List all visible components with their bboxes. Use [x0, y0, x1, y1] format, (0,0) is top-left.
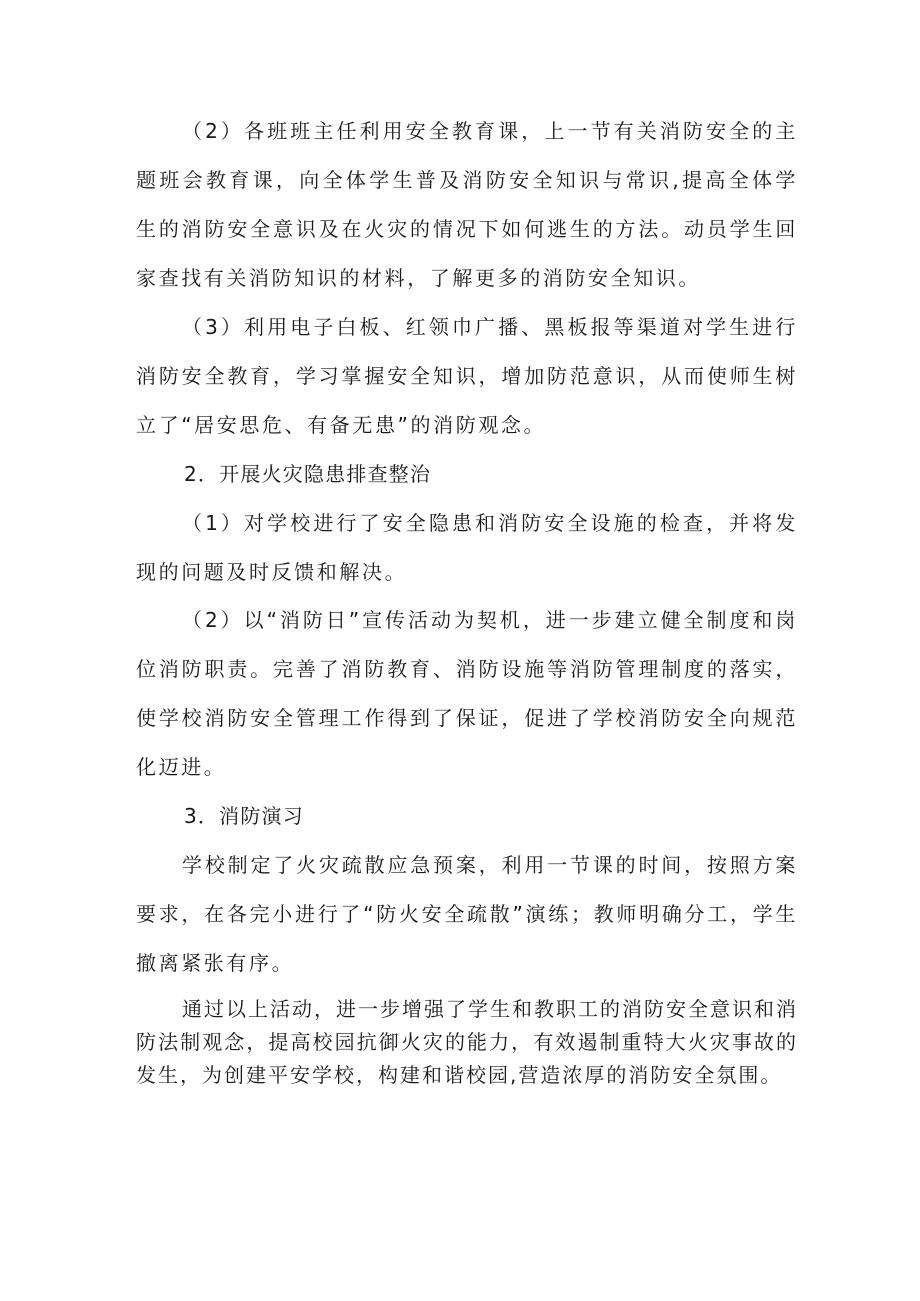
section-heading-fire-drill: 3．消防演习: [184, 804, 304, 828]
paragraph-conclusion: 通过以上活动，进一步增强了学生和教职工的消防安全意识和消防法制观念，提高校园抗御火灾的能力，有效遏制重特大火灾事故的发生，为创建平安学校，构建和谐校园,营造浓厚的消防安全氛围。: [136, 997, 798, 1087]
paragraph-channels-education: （3）利用电子白板、红领巾广播、黑板报等渠道对学生进行消防安全教育，学习掌握安全知识，增加防范意识，从而使师生树立了“居安思危、有备无患”的消防观念。: [136, 315, 798, 437]
paragraph-fire-day-campaign: （2）以“消防日”宣传活动为契机，进一步建立健全制度和岗位消防职责。完善了消防教育、消防设施等消防管理制度的落实，使学校消防安全管理工作得到了保证，促进了学校消防安全向规范化迈进。: [136, 608, 798, 779]
paragraph-safety-inspection: （1）对学校进行了安全隐患和消防安全设施的检查，并将发现的问题及时反馈和解决。: [136, 511, 798, 584]
paragraph-class-meeting-education: （2）各班班主任利用安全教育课，上一节有关消防安全的主题班会教育课，向全体学生普及消防安全知识与常识,提高全体学生的消防安全意识及在火灾的情况下如何逃生的方法。动员学生回家查找有关消防知识的材料，了解更多的消防安全知识。: [136, 119, 798, 290]
section-heading-hazard-inspection: 2．开展火灾隐患排查整治: [184, 462, 432, 486]
paragraph-evacuation-drill: 学校制定了火灾疏散应急预案，利用一节课的时间，按照方案要求，在各完小进行了“防火安全疏散”演练；教师明确分工，学生撤离紧张有序。: [136, 853, 798, 975]
